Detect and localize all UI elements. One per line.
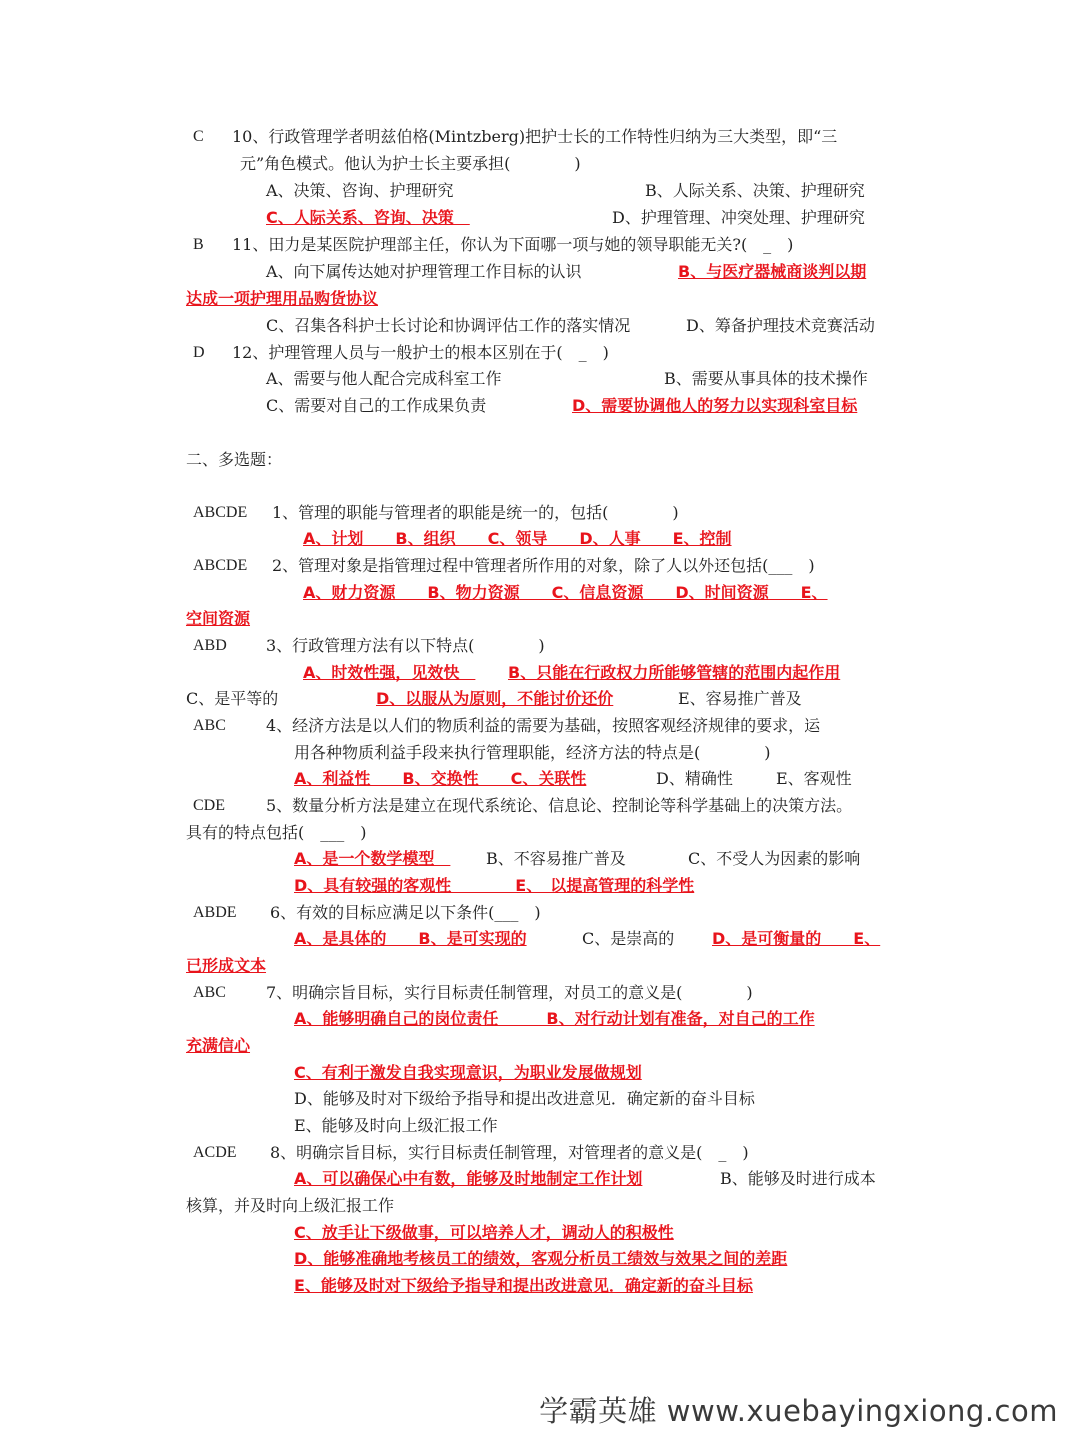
m7-option-c-correct: C、有利于激发自我实现意识，为职业发展做规划 [294, 1063, 642, 1082]
m4-stem-cont: 用各种物质利益手段来执行管理职能，经济方法的特点是( ) [294, 743, 771, 762]
m7-options-ab-correct: A、能够明确自己的岗位责任 B、对行动计划有准备，对自己的工作 [294, 1009, 815, 1028]
m7-answer: ABC [193, 984, 226, 1001]
m3-stem: 3、行政管理方法有以下特点( ) [266, 636, 545, 655]
m1-stem: 1、管理的职能与管理者的职能是统一的，包括( ) [272, 503, 679, 522]
q11-answer: B [193, 236, 204, 253]
m8-option-c-correct: C、放手让下级做事，可以培养人才，调动人的积极性 [294, 1223, 674, 1242]
q12-answer: D [193, 344, 205, 361]
m8-option-d-correct: D、能够准确地考核员工的绩效，客观分析员工绩效与效果之间的差距 [294, 1249, 788, 1268]
m8-answer: ACDE [193, 1144, 237, 1161]
m3-option-b-correct: B、只能在行政权力所能够管辖的范围内起作用 [508, 663, 841, 682]
m7-option-d: D、能够及时对下级给予指导和提出改进意见．确定新的奋斗目标 [294, 1089, 755, 1108]
m5-option-a-correct: A、是一个数学模型 [294, 849, 451, 868]
q10-option-a: A、决策、咨询、护理研究 [266, 181, 454, 200]
m2-answer: ABCDE [193, 557, 248, 574]
q10-stem: 10、行政管理学者明兹伯格(Mintzberg)把护士长的工作特性归纳为三大类型，即“三 [232, 127, 838, 146]
q11-option-b-correct: B、与医疗器械商谈判以期 [678, 262, 867, 281]
m8-option-a-correct: A、可以确保心中有数，能够及时地制定工作计划 [294, 1169, 643, 1188]
m6-option-c: C、是崇高的 [582, 929, 675, 948]
q10-option-d: D、护理管理、冲突处理、护理研究 [612, 208, 865, 227]
q12-option-b: B、需要从事具体的技术操作 [664, 369, 868, 388]
m5-stem: 5、数量分析方法是建立在现代系统论、信息论、控制论等科学基础上的决策方法。 [266, 796, 853, 815]
m8-option-b-cont: 核算，并及时向上级汇报工作 [186, 1196, 395, 1215]
m7-option-b-cont: 充满信心 [186, 1036, 251, 1055]
m6-options-de-correct: D、是可衡量的 E、 [712, 929, 881, 948]
m8-stem: 8、明确宗旨目标，实行目标责任制管理，对管理者的意义是( _ ) [270, 1143, 749, 1162]
m2-stem: 2、管理对象是指管理过程中管理者所作用的对象，除了人以外还包括(___ ) [272, 556, 815, 575]
m3-answer: ABD [193, 637, 227, 654]
m7-stem: 7、明确宗旨目标，实行目标责任制管理，对员工的意义是( ) [266, 983, 753, 1002]
q11-option-d: D、筹备护理技术竞赛活动 [686, 316, 875, 335]
m1-options-correct: A、计划 B、组织 C、领导 D、人事 E、控制 [303, 529, 732, 548]
m8-option-b: B、能够及时进行成本 [720, 1169, 876, 1188]
m4-stem: 4、经济方法是以人们的物质利益的需要为基础，按照客观经济规律的要求，运 [266, 716, 821, 735]
m2-options-correct: A、财力资源 B、物力资源 C、信息资源 D、时间资源 E、 [303, 583, 828, 602]
m4-options-correct: A、利益性 B、交换性 C、关联性 [294, 769, 587, 788]
q12-stem: 12、护理管理人员与一般护士的根本区别在于( _ ) [232, 343, 609, 362]
q10-option-b: B、人际关系、决策、护理研究 [645, 181, 865, 200]
q10-stem-cont: 元”角色模式。他认为护士长主要承担( ) [240, 154, 581, 173]
m6-option-e-cont: 已形成文本 [186, 956, 267, 975]
m8-option-e-correct: E、能够及时对下级给予指导和提出改进意见．确定新的奋斗目标 [294, 1276, 753, 1295]
m7-option-e: E、能够及时向上级汇报工作 [294, 1116, 498, 1135]
m4-answer: ABC [193, 717, 226, 734]
m5-answer: CDE [193, 797, 225, 814]
m4-option-d: D、精确性 [656, 769, 733, 788]
q11-option-c: C、召集各科护士长讨论和协调评估工作的落实情况 [266, 316, 631, 335]
m3-option-d-correct: D、以服从为原则，不能讨价还价 [376, 689, 614, 708]
m5-options-de: D、具有较强的客观性 E、 以提高管理的科学性 [294, 876, 695, 895]
q11-option-b-correct-cont: 达成一项护理用品购货协议 [186, 289, 379, 308]
m3-option-e: E、容易推广普及 [678, 689, 802, 708]
m3-option-c: C、是平等的 [186, 689, 279, 708]
m5-option-c: C、不受人为因素的影响 [688, 849, 861, 868]
q10-answer: C [193, 128, 204, 145]
m4-option-e: E、客观性 [776, 769, 852, 788]
q12-option-a: A、需要与他人配合完成科室工作 [266, 369, 502, 388]
m5-stem-cont: 具有的特点包括( ___ ) [186, 823, 367, 842]
m1-answer: ABCDE [193, 504, 248, 521]
q12-option-d-correct: D、需要协调他人的努力以实现科室目标 [572, 396, 858, 415]
q12-option-c: C、需要对自己的工作成果负责 [266, 396, 487, 415]
m6-answer: ABDE [193, 904, 237, 921]
section-heading-multi: 二、多选题： [186, 450, 283, 469]
watermark: 学霸英雄 www.xuebayingxiong.com [539, 1394, 1058, 1428]
m3-option-a-correct: A、时效性强，见效快 [303, 663, 476, 682]
m5-option-b: B、不容易推广普及 [486, 849, 626, 868]
m6-options-ab-correct: A、是具体的 B、是可实现的 [294, 929, 527, 948]
q11-stem: 11、田力是某医院护理部主任，你认为下面哪一项与她的领导职能无关?( _ ) [232, 235, 794, 254]
m6-stem: 6、有效的目标应满足以下条件(___ ) [270, 903, 541, 922]
m2-options-correct-cont: 空间资源 [186, 609, 251, 628]
q10-option-c-correct: C、人际关系、咨询、决策 [266, 208, 470, 227]
q11-option-a: A、向下属传达她对护理管理工作目标的认识 [266, 262, 582, 281]
